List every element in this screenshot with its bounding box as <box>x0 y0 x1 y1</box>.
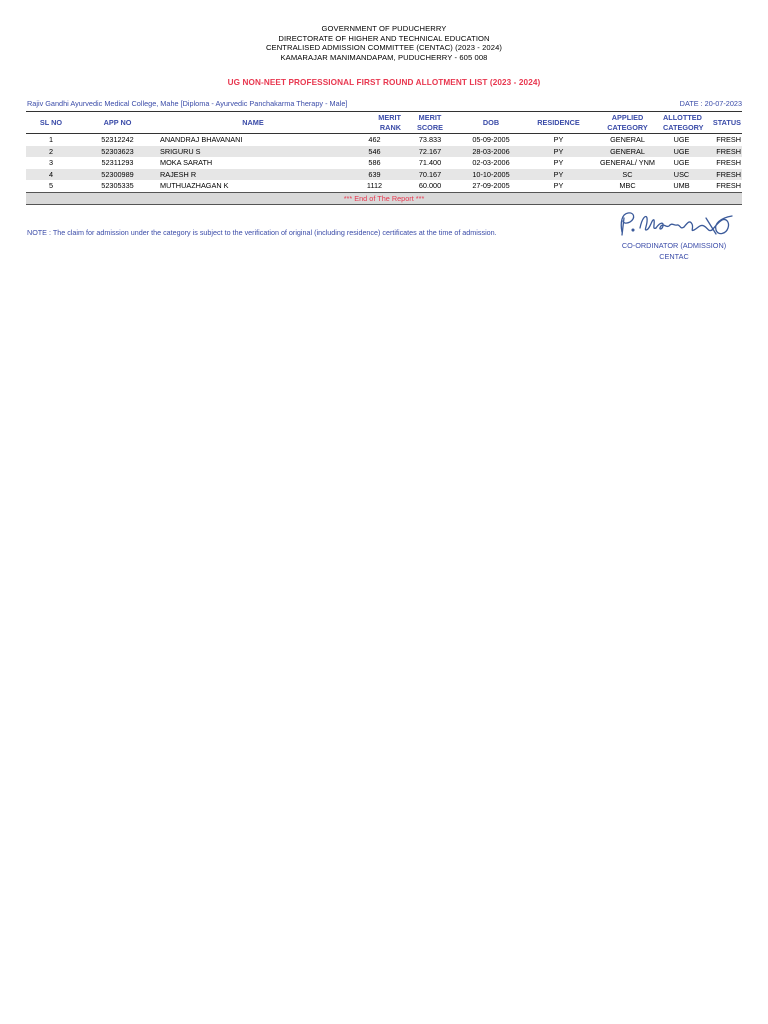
table-row <box>26 157 742 169</box>
col-header-sl-no: SL NO <box>39 117 63 127</box>
cell-merit-score: 71.400 <box>418 158 442 167</box>
col-header-allotted-category: ALLOTTED CATEGORY <box>663 112 704 132</box>
signatory-caption <box>604 241 744 262</box>
cell-dob: 28-03-2006 <box>472 146 510 156</box>
cell-app-no: 52311293 <box>101 158 134 167</box>
cell-status: FRESH <box>716 146 741 156</box>
table-row <box>26 134 742 146</box>
col-header-residence: RESIDENCE <box>537 117 580 127</box>
cell-sl-no: 5 <box>48 181 54 190</box>
cell-residence: PY <box>553 146 564 156</box>
cell-allotted-category: UGE <box>673 158 690 167</box>
cell-residence: PY <box>553 158 564 167</box>
cell-merit-score: 60.000 <box>418 181 442 190</box>
cell-residence: PY <box>553 169 564 179</box>
cell-merit-rank: 639 <box>368 169 381 179</box>
col-header-applied-category: APPLIED CATEGORY <box>607 112 648 132</box>
cell-dob: 05-09-2005 <box>472 135 510 144</box>
cell-merit-score: 70.167 <box>418 169 442 179</box>
cell-allotted-category: UGE <box>673 146 690 156</box>
cell-status: FRESH <box>716 158 741 167</box>
cell-status: FRESH <box>716 135 741 144</box>
table-row <box>26 146 742 158</box>
cell-name: MUTHUAZHAGAN K <box>160 181 229 190</box>
cell-residence: PY <box>553 181 564 190</box>
cell-app-no: 52312242 <box>101 135 134 144</box>
cell-name: RAJESH R <box>160 169 197 179</box>
cell-sl-no: 3 <box>48 158 54 167</box>
cell-app-no: 52303623 <box>101 146 134 156</box>
cell-sl-no: 1 <box>48 135 54 144</box>
cell-applied-category: GENERAL/ YNM <box>599 158 655 167</box>
cell-app-no: 52300989 <box>101 169 134 179</box>
table-row <box>26 180 742 192</box>
table-row <box>26 169 742 181</box>
cell-applied-category: GENERAL <box>610 146 645 156</box>
cell-name: ANANDRAJ BHAVANANI <box>160 135 243 144</box>
cell-dob: 02-03-2006 <box>472 158 510 167</box>
cell-allotted-category: UGE <box>673 135 690 144</box>
cell-allotted-category: UMB <box>673 181 690 190</box>
cell-sl-no: 2 <box>48 146 54 156</box>
cell-merit-rank: 586 <box>368 158 381 167</box>
end-of-report-row <box>26 192 742 205</box>
signatory-org: CENTAC <box>659 251 689 261</box>
col-header-status: STATUS <box>712 117 741 127</box>
cell-merit-rank: 546 <box>368 146 381 156</box>
table-header-row <box>26 112 742 134</box>
cell-sl-no: 4 <box>48 169 54 179</box>
col-header-name: NAME <box>242 117 264 127</box>
cell-name: SRIGURU S <box>160 146 201 156</box>
cell-dob: 10-10-2005 <box>472 169 510 179</box>
header-line-directorate: DIRECTORATE OF HIGHER AND TECHNICAL EDUCATION <box>278 33 490 43</box>
cell-dob: 27-09-2005 <box>472 181 510 190</box>
cell-applied-category: GENERAL <box>610 135 645 144</box>
report-title: UG NON-NEET PROFESSIONAL FIRST ROUND ALLOTMENT LIST (2023 - 2024) <box>227 78 541 87</box>
cell-name: MOKA SARATH <box>160 158 213 167</box>
cell-status: FRESH <box>716 181 741 190</box>
cell-applied-category: SC <box>622 169 633 179</box>
cell-merit-score: 73.833 <box>418 135 442 144</box>
col-header-merit-rank: MERIT RANK <box>378 112 401 132</box>
col-header-app-no: APP NO <box>103 117 132 127</box>
cell-merit-rank: 1112 <box>366 181 383 190</box>
col-header-merit-score: MERIT SCORE <box>417 112 443 132</box>
cell-app-no: 52305335 <box>101 181 134 190</box>
cell-applied-category: MBC <box>619 181 636 190</box>
cell-residence: PY <box>553 135 564 144</box>
report-date: DATE : 20-07-2023 <box>679 99 742 108</box>
cell-merit-score: 72.167 <box>418 146 442 156</box>
cell-allotted-category: USC <box>673 169 690 179</box>
header-line-government: GOVERNMENT OF PUDUCHERRY <box>321 24 447 33</box>
cell-status: FRESH <box>716 169 741 179</box>
college-name: Rajiv Gandhi Ayurvedic Medical College, Mahe [Diploma - Ayurvedic Panchakarma Therapy - Male] <box>27 99 348 108</box>
admission-note: NOTE : The claim for admission under the category is subject to the verification of original (including residence) certificates at the time of admission. <box>27 228 497 237</box>
signatory-title: CO-ORDINATOR (ADMISSION) <box>621 241 727 250</box>
allotment-table <box>26 111 742 205</box>
end-of-report-text: *** End of The Report *** <box>26 192 742 205</box>
cell-merit-rank: 462 <box>368 135 381 144</box>
signature-block <box>604 208 744 268</box>
signature-image <box>616 208 738 240</box>
header-line-address: KAMARAJAR MANIMANDAPAM, PUDUCHERRY - 605 008 <box>280 52 488 62</box>
document-header <box>0 24 768 62</box>
col-header-dob: DOB <box>482 117 500 127</box>
header-line-committee: CENTRALISED ADMISSION COMMITTEE (CENTAC) (2023 - 2024) <box>265 43 503 53</box>
